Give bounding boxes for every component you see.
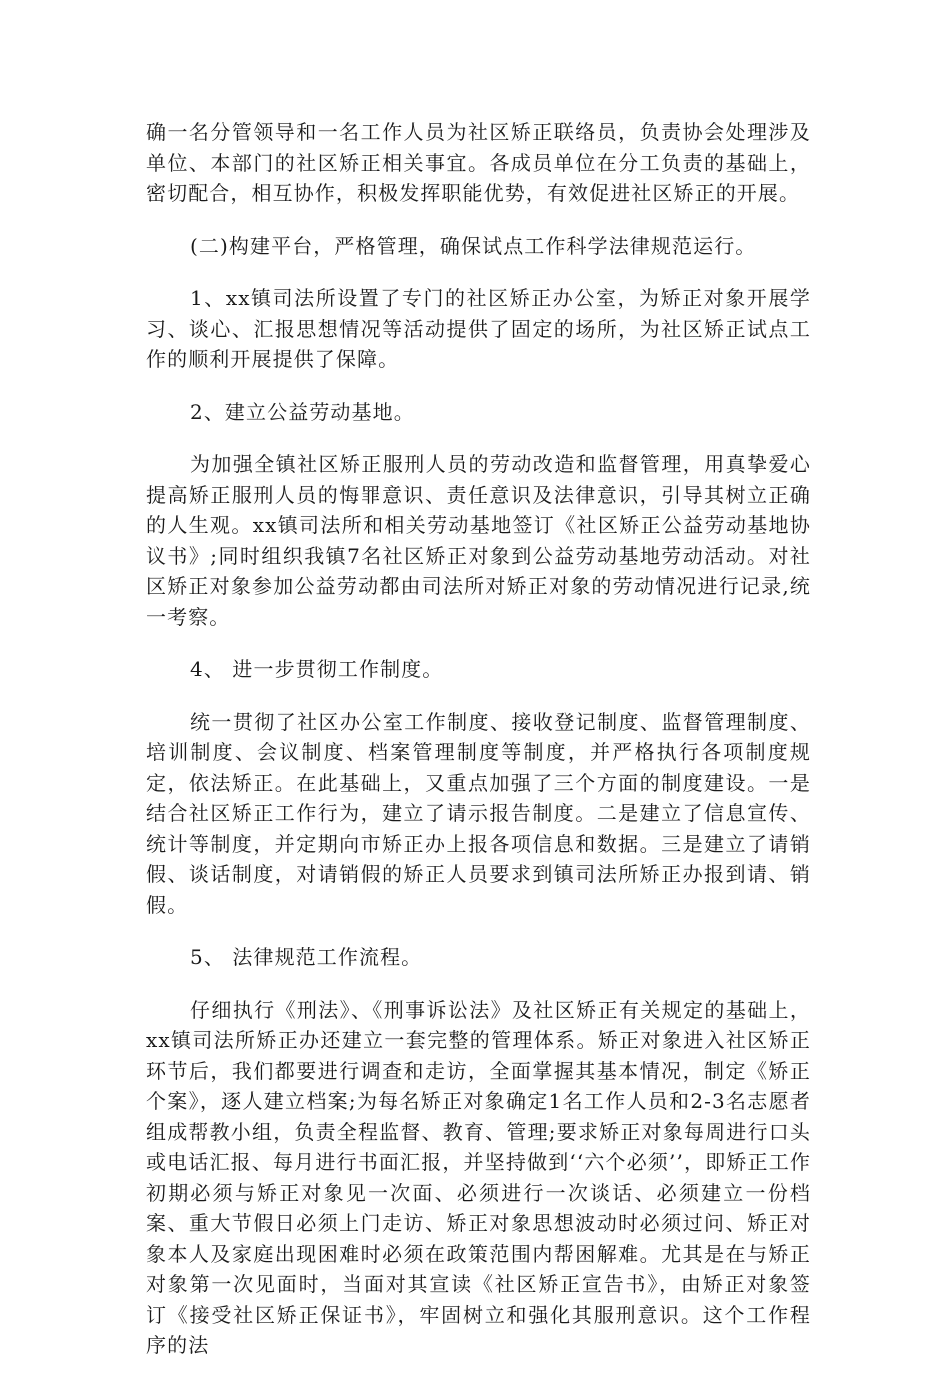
- item-heading-work-system: 4、 进一步贯彻工作制度。: [190, 657, 444, 681]
- section-heading-platform: (二)构建平台，严格管理，确保试点工作科学法律规范运行。: [190, 233, 757, 258]
- paragraph-workflow: 仔细执行《刑法》、《刑事诉讼法》及社区矫正有关规定的基础上，xx镇司法所矫正办还建立一套完整的管理体系。矫正对象进入社区矫正环节后，我们都要进行调查和走访，全面掌握其基本情况，制定《矫正个案》，逐人建立档案;为每名矫正对象确定1名工作人员和2-3名志愿者组成帮教小组，负责全程监督、教育、管理;要求矫正对象每周进行口头或电话汇报、每月进行书面汇报，并坚持做到‘‘六个必须’’，即矫正工作初期必须与矫正对象见一次面、必须进行一次谈话、必须建立一份档案、重大节假日必须上门走访、矫正对象思想波动时必须过问、矫正对象本人及家庭出现困难时必须在政策范围内帮困解难。尤其是在与矫正对象第一次见面时，当面对其宣读《社区矫正宣告书》，由矫正对象签订《接受社区矫正保证书》，牢固树立和强化其服刑意识。这个工作程序的法: [146, 997, 811, 1357]
- item-heading-workflow: 5、 法律规范工作流程。: [190, 945, 423, 969]
- paragraph-office: 1、xx镇司法所设置了专门的社区矫正办公室，为矫正对象开展学习、谈心、汇报思想情况等活动提供了固定的场所，为社区矫正试点工作的顺利开展提供了保障。: [146, 286, 811, 371]
- document-body: [146, 117, 811, 1383]
- paragraph-labor-base: 为加强全镇社区矫正服刑人员的劳动改造和监督管理，用真挚爱心提高矫正服刑人员的悔罪意识、责任意识及法律意识，引导其树立正确的人生观。xx镇司法所和相关劳动基地签订《社区矫正公益劳动基地协议书》;同时组织我镇7名社区矫正对象到公益劳动基地劳动活动。对社区矫正对象参加公益劳动都由司法所对矫正对象的劳动情况进行记录,统一考察。: [146, 452, 811, 629]
- paragraph-coordination: 确一名分管领导和一名工作人员为社区矫正联络员，负责协会处理涉及单位、本部门的社区矫正相关事宜。各成员单位在分工负责的基础上，密切配合，相互协作，积极发挥职能优势，有效促进社区矫正的开展。: [146, 120, 811, 205]
- item-heading-labor-base: 2、建立公益劳动基地。: [190, 399, 415, 424]
- paragraph-work-system: 统一贯彻了社区办公室工作制度、接收登记制度、监督管理制度、培训制度、会议制度、档案管理制度等制度，并严格执行各项制度规定，依法矫正。在此基础上，又重点加强了三个方面的制度建设。一是结合社区矫正工作行为，建立了请示报告制度。二是建立了信息宣传、统计等制度，并定期向市矫正办上报各项信息和数据。三是建立了请销假、谈话制度，对请销假的矫正人员要求到镇司法所矫正办报到请、销假。: [146, 709, 811, 917]
